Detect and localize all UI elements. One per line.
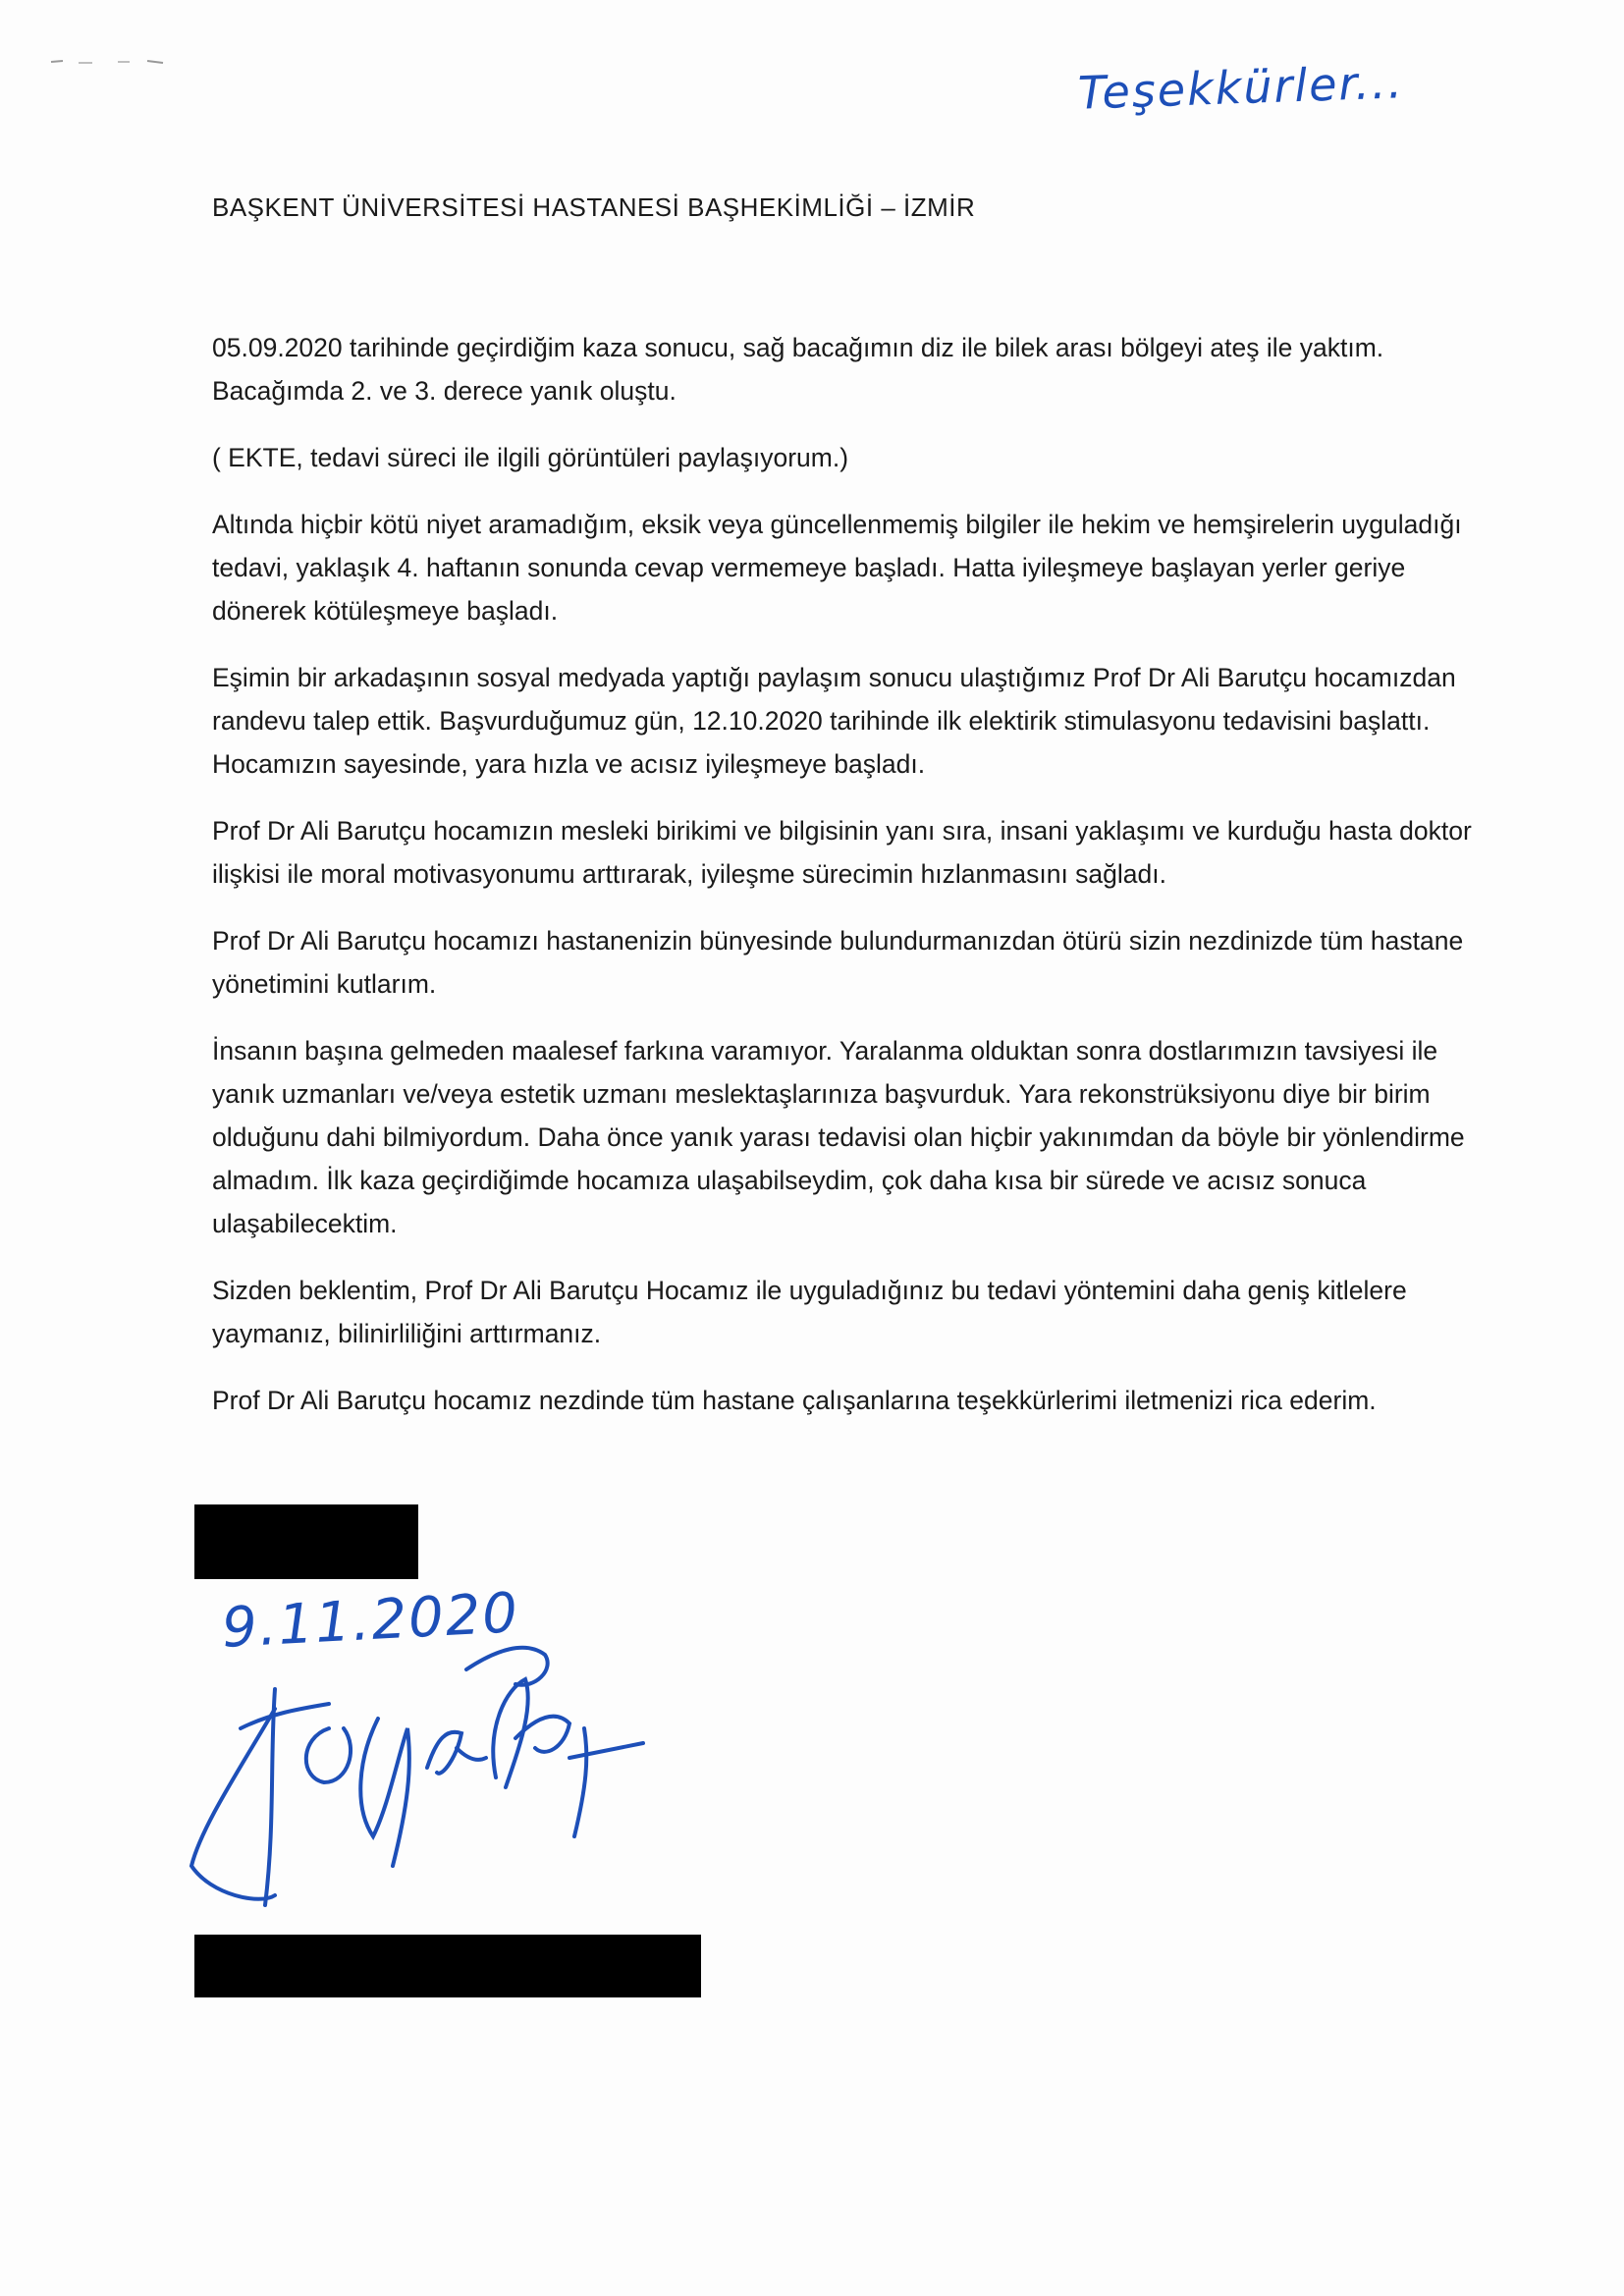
scan-artifact (49, 57, 167, 67)
redacted-name-block (194, 1504, 418, 1579)
handwritten-thanks-note: Teşekkürler... (1077, 55, 1405, 120)
paragraph-8: Sizden beklentim, Prof Dr Ali Barutçu Hocamız ile uyguladığınız bu tedavi yöntemini daha geniş kitlelere yaymanız, bilinirliliğini arttırmanız. (212, 1276, 1407, 1348)
paragraph-5: Prof Dr Ali Barutçu hocamızın mesleki birikimi ve bilgisinin yanı sıra, insani yaklaşımı ve kurduğu hasta doktor ilişkisi ile moral motivasyonumu arttırarak, iyileşme sürecimin hızlanmasını sağladı. (212, 816, 1472, 889)
letter-heading: BAŞKENT ÜNİVERSİTESİ HASTANESİ BAŞHEKİMLİĞİ – İZMİR (212, 192, 976, 222)
letter-body (212, 326, 1489, 1446)
paragraph-3: Altında hiçbir kötü niyet aramadığım, eksik veya güncellenmemiş bilgiler ile hekim ve hemşirelerin uyguladığı tedavi, yaklaşık 4. haftanın sonunda cevap vermemeye başladı. Hatta iyileşmeye başlayan yerler geriye dönerek kötüleşmeye başladı. (212, 510, 1462, 626)
paragraph-9: Prof Dr Ali Barutçu hocamız nezdinde tüm hastane çalışanlarına teşekkürlerimi iletmenizi rica ederim. (212, 1386, 1377, 1415)
paragraph-1: 05.09.2020 tarihinde geçirdiğim kaza sonucu, sağ bacağımın diz ile bilek arası bölgeyi ateş ile yaktım. Bacağımda 2. ve 3. derece yanık oluştu. (212, 333, 1384, 406)
paragraph-4: Eşimin bir arkadaşının sosyal medyada yaptığı paylaşım sonucu ulaştığımız Prof Dr Ali Barutçu hocamızdan randevu talep ettik. Başvurduğumuz gün, 12.10.2020 tarihinde ilk elektirik stimulasyonu tedavisini başlattı. Hocamızın sayesinde, yara hızla ve acısız iyileşmeye başladı. (212, 663, 1456, 779)
handwritten-date: 9.11.2020 (220, 1581, 521, 1661)
paragraph-6: Prof Dr Ali Barutçu hocamızı hastanenizin bünyesinde bulundurmanızdan ötürü sizin nezdinizde tüm hastane yönetimini kutlarım. (212, 926, 1464, 999)
paragraph-7: İnsanın başına gelmeden maalesef farkına varamıyor. Yaralanma olduktan sonra dostlarımızın tavsiyesi ile yanık uzmanları ve/veya estetik uzmanı meslektaşlarınıza başvurduk. Yara rekonstrüksiyonu diye bir birim olduğunu dahi bilmiyordum. Daha önce yanık yarası tedavisi olan hiçbir yakınımdan da böyle bir yönlendirme almadım. İlk kaza geçirdiğimde hocamıza ulaşabilseydim, çok daha kısa bir sürede ve acısız sonuca ulaşabilecektim. (212, 1036, 1465, 1238)
paragraph-2: ( EKTE, tedavi süreci ile ilgili görüntüleri paylaşıyorum.) (212, 443, 849, 472)
redacted-id-block (194, 1935, 701, 1997)
signature (182, 1611, 692, 1925)
